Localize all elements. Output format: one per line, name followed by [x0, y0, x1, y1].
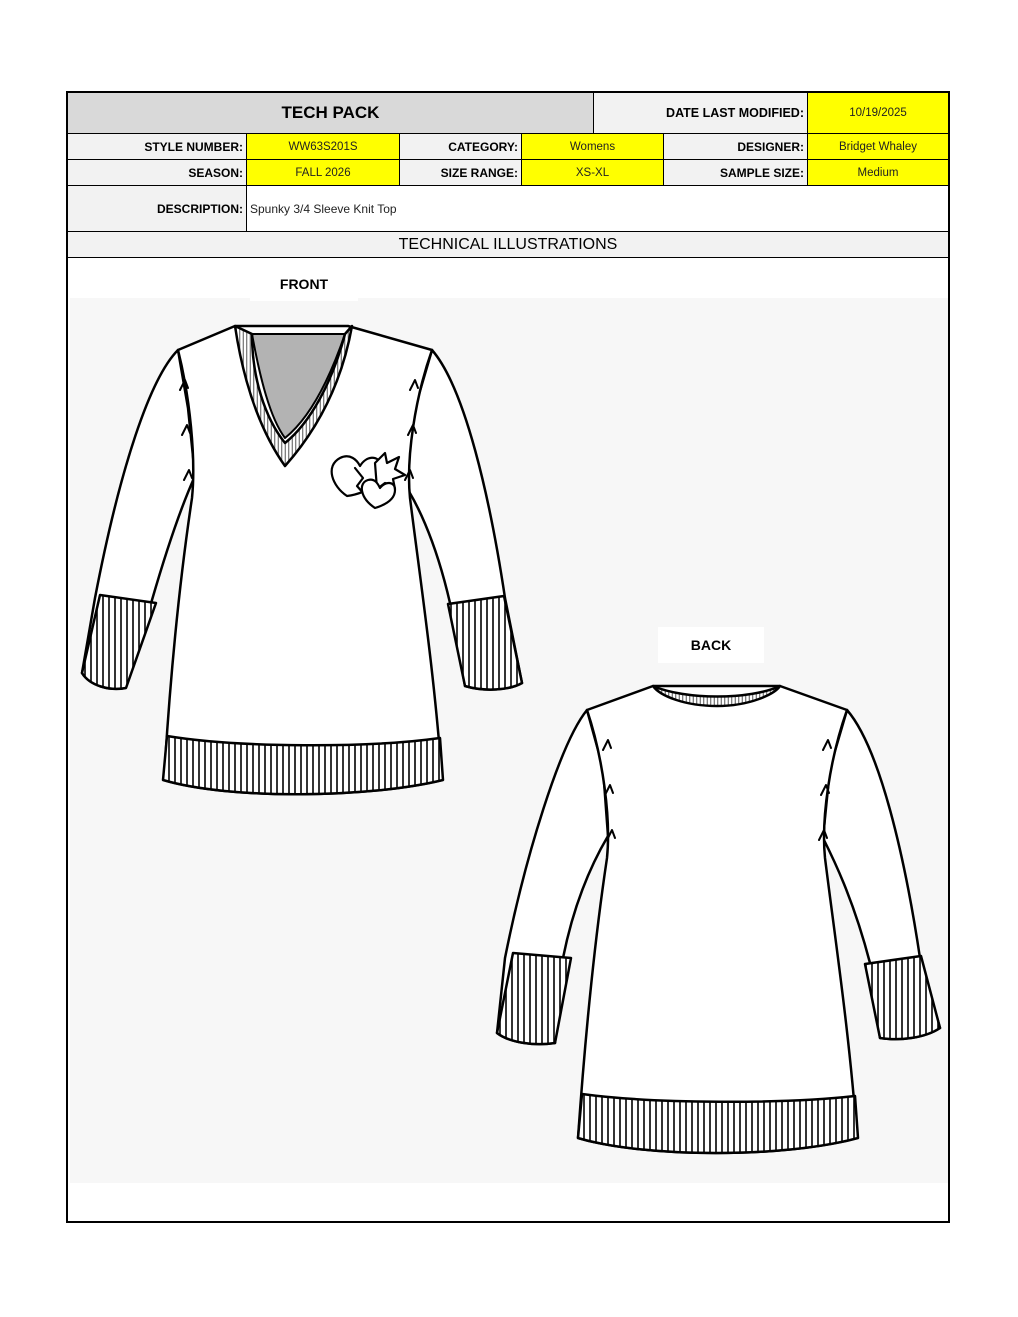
size-range-label: SIZE RANGE:	[400, 160, 522, 186]
style-number-label: STYLE NUMBER:	[68, 134, 247, 160]
description-value: Spunky 3/4 Sleeve Knit Top	[247, 186, 948, 232]
category-label: CATEGORY:	[400, 134, 522, 160]
back-sweater-sketch	[497, 686, 940, 1153]
technical-illustrations-header: TECHNICAL ILLUSTRATIONS	[68, 232, 948, 258]
designer-value: Bridget Whaley	[808, 134, 948, 160]
size-range-value: XS-XL	[522, 160, 664, 186]
designer-label: DESIGNER:	[664, 134, 808, 160]
tech-pack-sheet	[66, 91, 950, 1223]
date-modified-label: DATE LAST MODIFIED:	[594, 93, 808, 134]
style-number-value: WW63S201S	[247, 134, 400, 160]
sample-size-value: Medium	[808, 160, 948, 186]
tech-pack-title: TECH PACK	[68, 93, 594, 134]
front-view-label: FRONT	[250, 267, 358, 301]
back-view-label: BACK	[658, 627, 764, 663]
description-label: DESCRIPTION:	[68, 186, 247, 232]
date-modified-value: 10/19/2025	[808, 93, 948, 134]
garment-sketches	[70, 298, 948, 1183]
front-sweater-sketch	[82, 326, 522, 794]
season-label: SEASON:	[68, 160, 247, 186]
sample-size-label: SAMPLE SIZE:	[664, 160, 808, 186]
season-value: FALL 2026	[247, 160, 400, 186]
category-value: Womens	[522, 134, 664, 160]
illustration-canvas	[70, 298, 948, 1183]
